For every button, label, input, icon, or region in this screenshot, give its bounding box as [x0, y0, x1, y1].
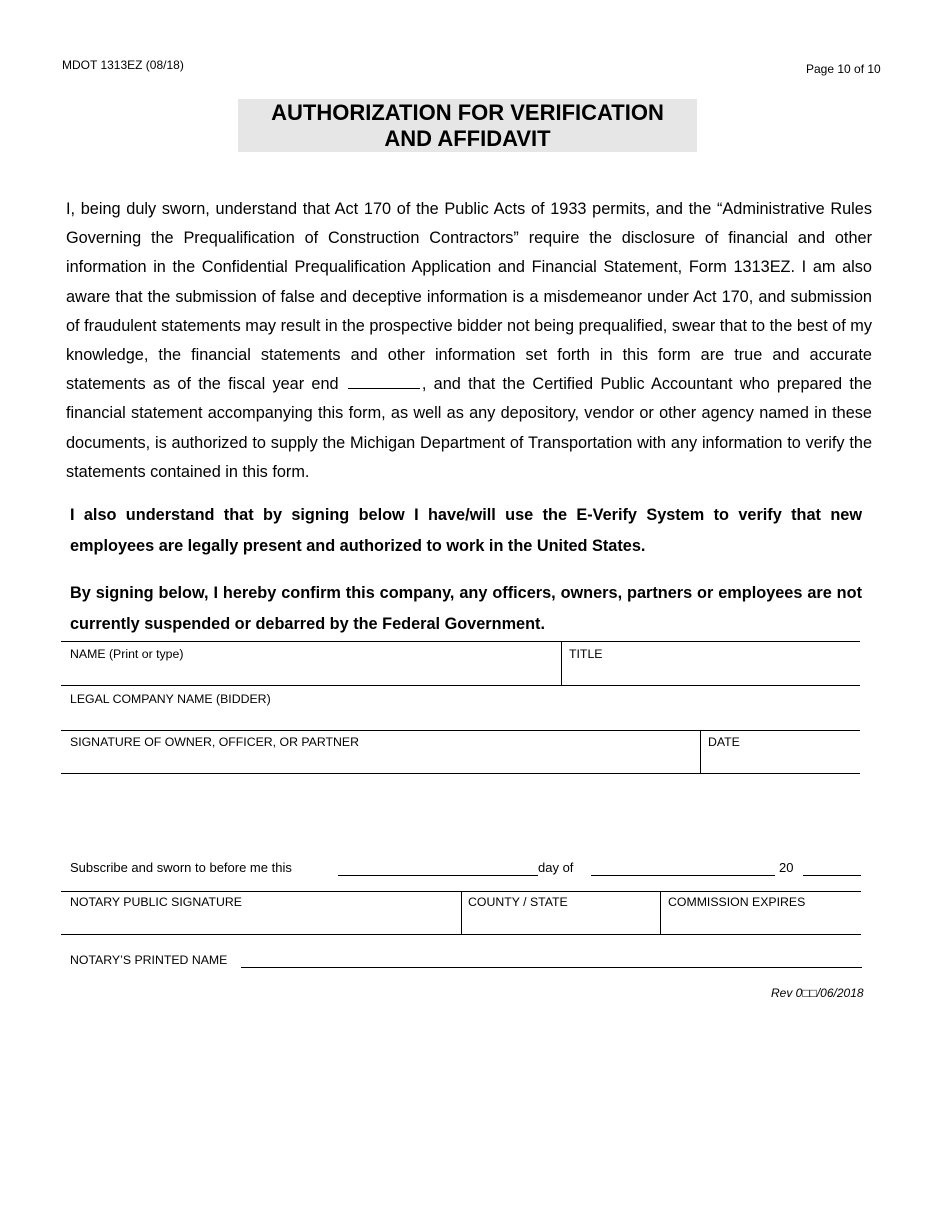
debarment-statement: By signing below, I hereby confirm this company, any officers, owners, partners or employees are not currently suspended or debarred by the Federal Government. — [70, 584, 862, 633]
name-title-divider — [561, 641, 562, 685]
notary-printed-name-label: NOTARY’S PRINTED NAME — [70, 953, 228, 967]
fiscal-year-end-field[interactable] — [348, 371, 420, 389]
sworn-prefix: Subscribe and sworn to before me this — [70, 860, 292, 875]
affidavit-paragraph — [66, 195, 872, 487]
affidavit-text-part-2: , and that the Certified Public Accountant who prepared the financial statement accompanying this form, as well as any depository, vendor or other agency named in these documents, is authorized to supply the Michigan Department of Transportation with any information to verify the statements contained in this form. — [66, 375, 872, 481]
notary-printed-name-field[interactable] — [241, 967, 862, 968]
year-prefix: 20 — [779, 860, 794, 875]
page-title — [238, 99, 697, 152]
sig-table-row2-border — [61, 730, 860, 731]
affidavit-text-part-1: I, being duly sworn, understand that Act 170 of the Public Acts of 1933 permits, and the “Administrative Rules Governing the Prequalification of Construction Contractors” require the disclosure of financial and other information in the Confidential Prequalification Application and Financial Statement, Form 1313EZ. I am also aware that the submission of false and deceptive information is a misdemeanor under Act 170, and submission of fraudulent statements may result in the prospective bidder not being prequalified, swear that to the best of my knowledge, the financial statements and other information set forth in this form are true and accurate statements as of the fiscal year end — [66, 200, 872, 394]
sworn-day-field[interactable] — [338, 875, 538, 876]
page-number: Page 10 of 10 — [806, 62, 881, 76]
title-field[interactable]: TITLE — [569, 647, 603, 661]
sig-table-bottom-border — [61, 773, 860, 774]
notary-divider-2 — [660, 891, 661, 934]
revision-date: Rev 0□□/06/2018 — [771, 986, 864, 1000]
date-field[interactable]: DATE — [708, 735, 740, 749]
commission-expires-field[interactable]: COMMISSION EXPIRES — [668, 895, 806, 909]
notary-signature-field[interactable]: NOTARY PUBLIC SIGNATURE — [70, 895, 242, 909]
sworn-year-field[interactable] — [803, 875, 861, 876]
county-state-field[interactable]: COUNTY / STATE — [468, 895, 568, 909]
signature-date-divider — [700, 730, 701, 773]
company-name-field[interactable]: LEGAL COMPANY NAME (BIDDER) — [70, 692, 271, 706]
form-id: MDOT 1313EZ (08/18) — [62, 58, 184, 72]
everify-statement: I also understand that by signing below I have/will use the E-Verify System to verify that new employees are legally present and authorized to work in the United States. — [70, 506, 862, 555]
notary-divider-1 — [461, 891, 462, 934]
name-field[interactable]: NAME (Print or type) — [70, 647, 184, 661]
title-line-1: AUTHORIZATION FOR VERIFICATION — [271, 100, 664, 125]
sig-table-top-border — [61, 641, 860, 642]
sworn-month-field[interactable] — [591, 875, 775, 876]
sig-table-row1-border — [61, 685, 860, 686]
notary-table-bottom-border — [61, 934, 861, 935]
day-of-label: day of — [538, 860, 574, 875]
signature-field[interactable]: SIGNATURE OF OWNER, OFFICER, OR PARTNER — [70, 735, 359, 749]
title-line-2: AND AFFIDAVIT — [384, 126, 551, 151]
